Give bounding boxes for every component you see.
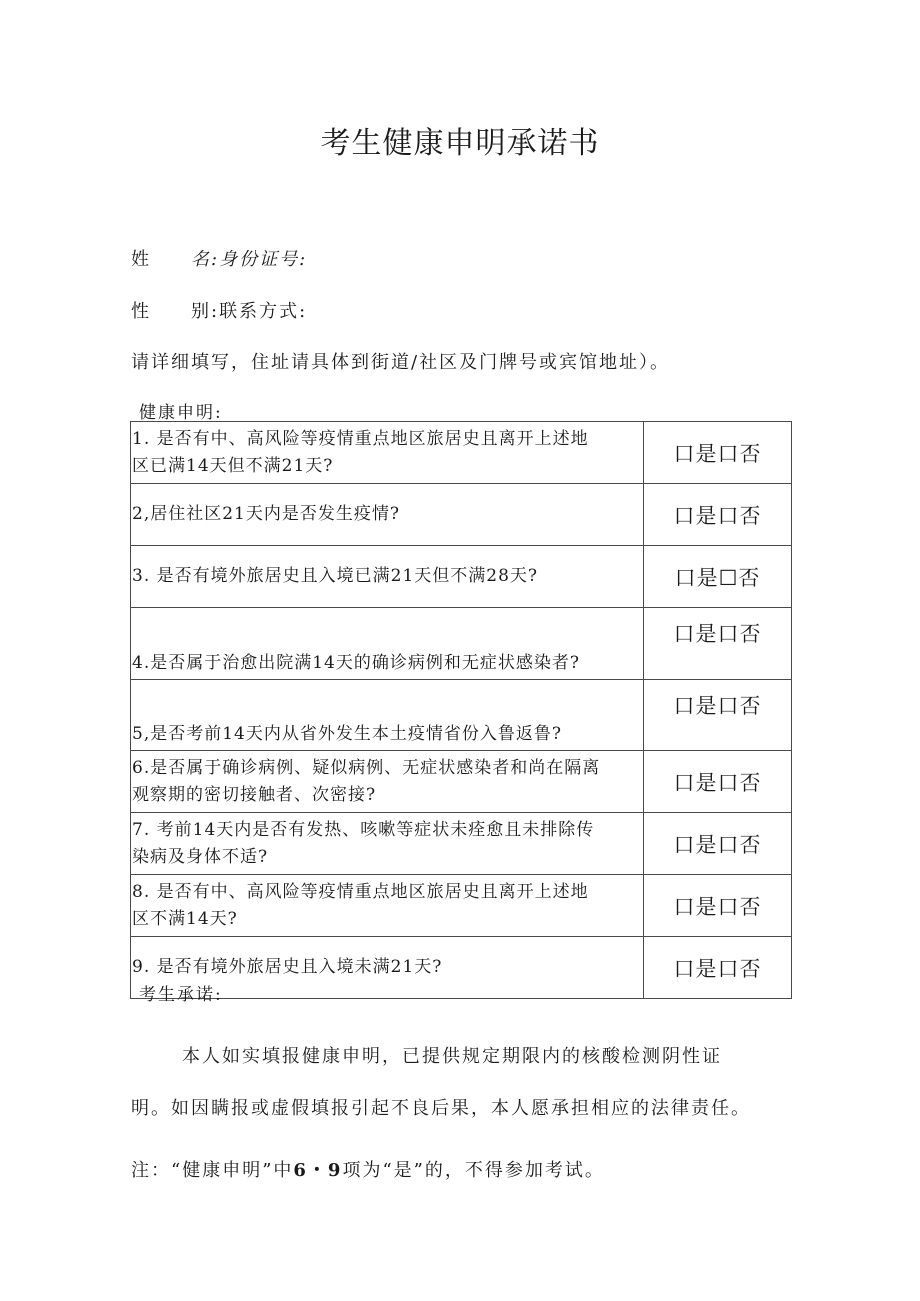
address-hint: 请详细填写，住址请具体到街道/社区及门牌号或宾馆地址）。	[131, 352, 671, 373]
question-text: 1. 是否有中、高风险等疫情重点地区旅居史且离开上述地	[132, 428, 589, 449]
question-cell	[131, 680, 644, 751]
question-cell	[131, 608, 644, 680]
footnote	[131, 1156, 605, 1182]
question-text: 区已满14天但不满21天?	[132, 455, 334, 476]
id-number-label: 身份证号:	[219, 249, 308, 270]
gender-contact-row	[131, 297, 307, 323]
table-row	[131, 813, 792, 875]
question-cell	[131, 813, 644, 875]
footnote-range: 6・9	[293, 1160, 343, 1181]
gender-label-char2: 别:	[191, 301, 220, 322]
name-id-row	[131, 245, 307, 271]
health-declaration-table	[130, 421, 792, 999]
health-section-label: 健康申明:	[139, 403, 223, 423]
answer-checkbox-cell[interactable]: 口是口否	[644, 422, 792, 484]
footnote-prefix: 注：“健康申明”中	[131, 1160, 294, 1181]
question-text: 9. 是否有境外旅居史且入境未满21天?	[132, 957, 443, 977]
promise-paragraph-line1: 本人如实填报健康申明，已提供规定期限内的核酸检测阴性证	[182, 1046, 722, 1067]
answer-checkbox-cell[interactable]: 口是口否	[644, 937, 792, 999]
table-row	[131, 680, 792, 751]
gender-label-char1: 性	[131, 301, 151, 322]
question-text: 染病及身体不适?	[132, 846, 269, 867]
question-text: 7. 考前14天内是否有发热、咳嗽等症状未痊愈且未排除传	[132, 819, 595, 840]
question-text: 5,是否考前14天内从省外发生本土疫情省份入鲁返鲁?	[132, 724, 562, 744]
table-row	[131, 751, 792, 813]
contact-label: 联系方式:	[219, 301, 308, 322]
table-row	[131, 608, 792, 680]
answer-checkbox-cell[interactable]: 口是口否	[644, 484, 792, 546]
table-row	[131, 546, 792, 608]
question-text: 区不满14天?	[132, 908, 238, 929]
question-text: 6.是否属于确诊病例、疑似病例、无症状感染者和尚在隔离	[132, 757, 601, 778]
name-label-char2: 名:	[191, 249, 220, 270]
table-row	[131, 422, 792, 484]
answer-checkbox-cell[interactable]: 口是口否	[644, 875, 792, 937]
promise-section-label: 考生承诺:	[139, 985, 223, 1005]
question-cell	[131, 422, 644, 484]
table-row	[131, 875, 792, 937]
question-text: 8. 是否有中、高风险等疫情重点地区旅居史且离开上述地	[132, 881, 589, 902]
question-text: 观察期的密切接触者、次密接?	[132, 784, 377, 805]
answer-checkbox-cell[interactable]: 口是口否	[644, 680, 792, 751]
question-cell	[131, 875, 644, 937]
question-text: 2,居住社区21天内是否发生疫情?	[132, 504, 400, 524]
promise-paragraph-line2: 明。如因瞒报或虚假填报引起不良后果，本人愿承担相应的法律责任。	[131, 1098, 751, 1119]
question-text: 3. 是否有境外旅居史且入境已满21天但不满28天?	[132, 566, 539, 586]
question-cell	[131, 751, 644, 813]
answer-checkbox-cell[interactable]: 口是口否	[644, 751, 792, 813]
footnote-suffix: 项为“是”的，不得参加考试。	[342, 1160, 605, 1181]
table-row	[131, 937, 792, 999]
page-title: 考生健康申明承诺书	[320, 126, 600, 161]
answer-checkbox-cell[interactable]: 口是口否	[644, 608, 792, 680]
answer-checkbox-cell[interactable]: 口是口否	[644, 813, 792, 875]
answer-checkbox-cell[interactable]: 口是☐否	[644, 546, 792, 608]
table-row	[131, 484, 792, 546]
question-cell	[131, 484, 644, 546]
question-text: 4.是否属于治愈出院满14天的确诊病例和无症状感染者?	[132, 653, 580, 673]
question-cell	[131, 546, 644, 608]
name-label-char1: 姓	[131, 249, 151, 270]
